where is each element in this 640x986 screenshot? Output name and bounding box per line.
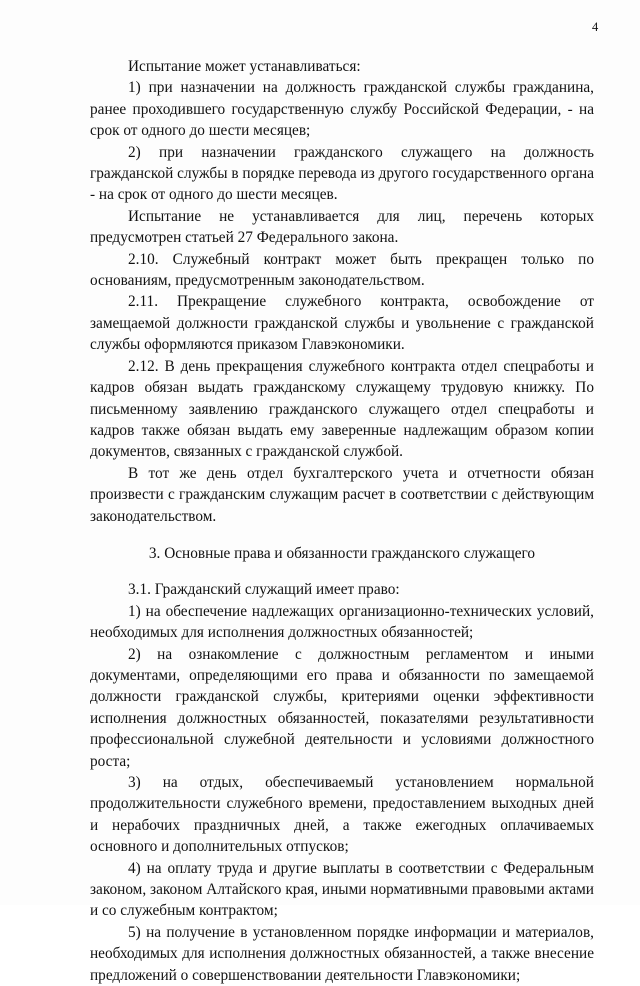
page-number: 4 (592, 20, 599, 34)
paragraph-probation-item-1: 1) при назначении на должность гражданской службы гражданина, ранее проходившего государственную службу Российской Федерации, - на срок от одного до шести месяцев; (90, 79, 594, 140)
paragraph-accounting-settlement: В тот же день отдел бухгалтерского учета и отчетности обязан произвести с гражданским служащим расчет в соответствии с действующим законодательством. (90, 464, 594, 525)
paragraph-probation-intro: Испытание может устанавливаться: (128, 58, 361, 75)
paragraph-right-item-3: 3) на отдых, обеспечиваемый установлением нормальной продолжительности служебного времени, предоставлением выходных дней и нерабочих праздничных дней, а также ежегодных оплачиваемых основного и дополнительных отпусков; (90, 774, 594, 856)
paragraph-probation-item-2: 2) при назначении гражданского служащего на должность гражданской службы в порядке перевода из другого государственного органа - на срок от одного до шести месяцев. (90, 143, 594, 204)
document-body (90, 56, 594, 986)
paragraph-right-item-4: 4) на оплату труда и другие выплаты в соответствии с Федеральным законом, законом Алтайского края, иными нормативными правовыми актами и со служебным контрактом; (90, 859, 594, 920)
paragraph-right-item-2: 2) на ознакомление с должностным регламентом и иными документами, определяющими его права и обязанности по замещаемой должности гражданской службы, критериями оценки эффективности исполнения должностных обязанностей, показателями результативности профессиональной служебной деятельности и условиями должностного роста; (90, 645, 594, 770)
paragraph-right-item-1: 1) на обеспечение надлежащих организационно-технических условий, необходимых для исполнения должностных обязанностей; (90, 602, 594, 642)
paragraph-clause-2-10: 2.10. Служебный контракт может быть прекращен только по основаниям, предусмотренным законодательством. (90, 250, 594, 290)
paragraph-right-item-5: 5) на получение в установленном порядке информации и материалов, необходимых для исполнения должностных обязанностей, а также внесение предложений о совершенствовании деятельности Главэкономики; (90, 923, 594, 984)
paragraph-probation-exception: Испытание не устанавливается для лиц, перечень которых предусмотрен статьей 27 Федерального закона. (90, 207, 594, 247)
paragraph-clause-2-12: 2.12. В день прекращения служебного контракта отдел спецработы и кадров обязан выдать гражданскому служащему трудовую книжку. По письменному заявлению гражданского служащего отдел спецработы и кадров также обязан выдать ему заверенные надлежащим образом копии документов, связанных с гражданской службой. (90, 357, 594, 461)
paragraph-clause-2-11: 2.11. Прекращение служебного контракта, освобождение от замещаемой должности гражданской службы и увольнение с гражданской службы оформляются приказом Главэкономики. (90, 293, 594, 354)
section-heading: 3. Основные права и обязанности гражданского служащего (148, 544, 536, 562)
paragraph-clause-3-1: 3.1. Гражданский служащий имеет право: (128, 581, 400, 599)
